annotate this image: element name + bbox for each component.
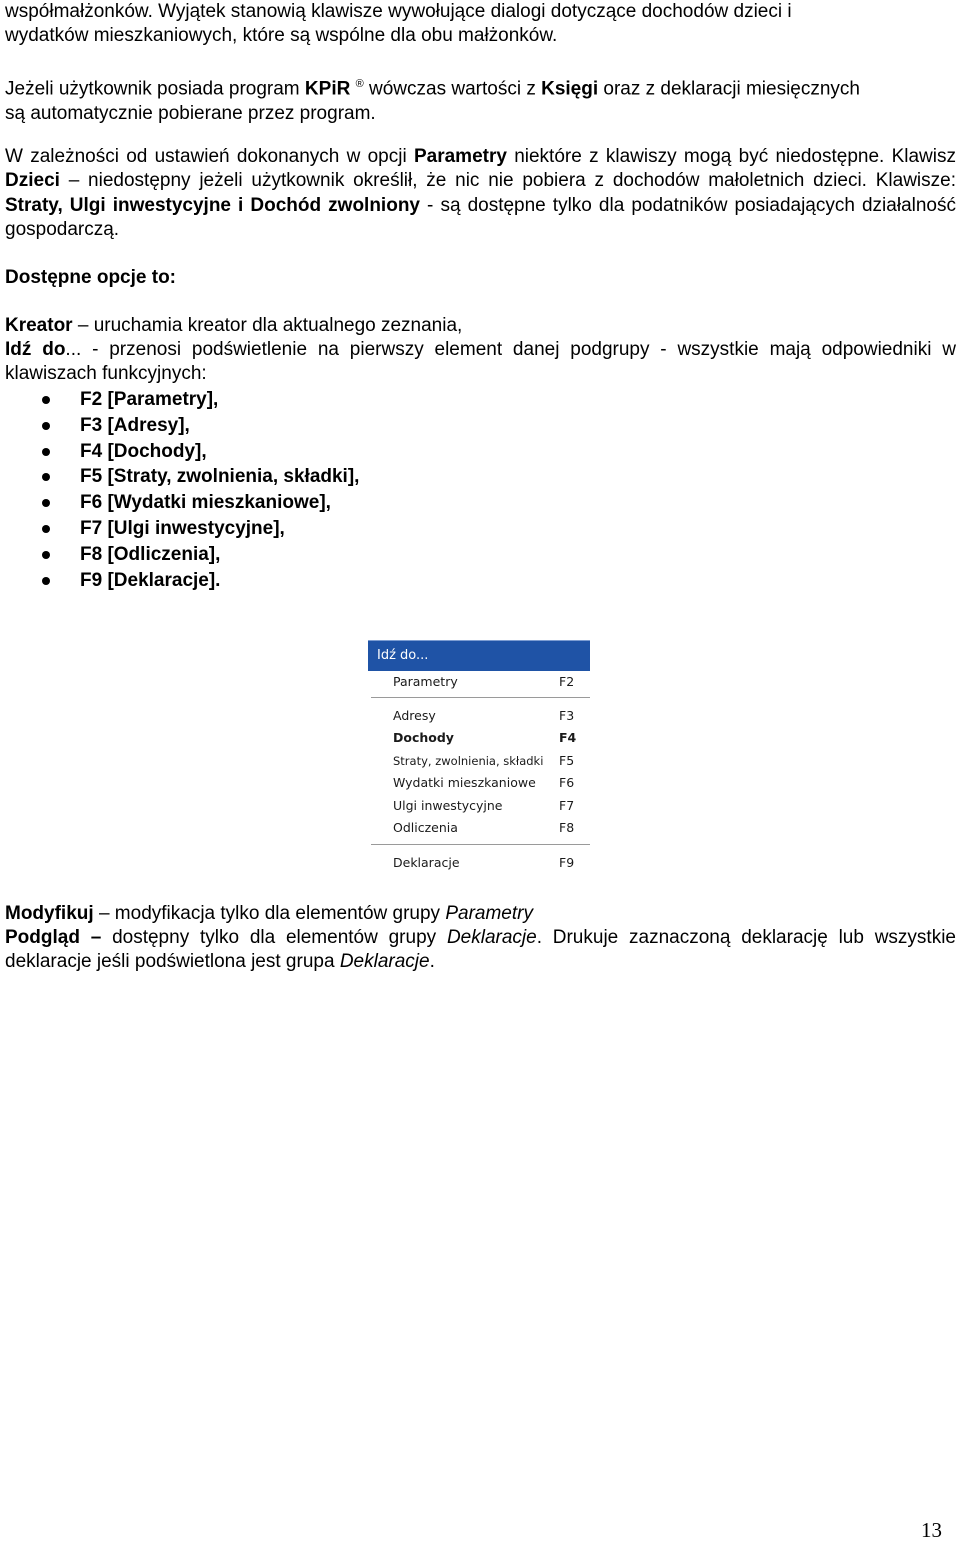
menu-item-dochody[interactable]	[393, 728, 583, 748]
paragraph-spouses	[5, 0, 956, 49]
list-item	[0, 516, 600, 542]
idz-do-menu	[368, 638, 590, 874]
straty-term: Straty, Ulgi inwestycyjne i Dochód zwolniony	[5, 194, 420, 216]
list-item	[0, 568, 600, 594]
menu-item-label: Parametry	[393, 674, 458, 689]
menu-item-straty[interactable]	[393, 751, 583, 771]
kreator-line	[5, 314, 956, 338]
bullet-icon	[42, 396, 50, 404]
list-item	[0, 542, 600, 568]
list-item-text: F3 [Adresy],	[80, 414, 190, 436]
menu-header[interactable]	[368, 640, 590, 671]
menu-item-wydatki[interactable]	[393, 773, 583, 793]
menu-header-label: Idź do...	[377, 648, 429, 663]
bullet-icon	[42, 525, 50, 533]
list-item-text: F9 [Deklaracje].	[80, 569, 221, 591]
text-run: dostępny tylko dla elementów grupy	[101, 927, 447, 948]
list-item	[0, 387, 600, 413]
text-run: ... - przenosi podświetlenie na pierwszy element danej podgrupy - wszystkie mają odpowiedniki w klawiszach funkcyjnych:	[5, 339, 956, 385]
emphasis: Deklaracje	[446, 927, 537, 948]
menu-item-shortcut: F6	[559, 775, 575, 790]
list-item-text: F8 [Odliczenia],	[80, 543, 221, 565]
podglad-paragraph	[5, 926, 956, 975]
page-number: 13	[921, 1518, 942, 1542]
bullet-icon	[42, 499, 50, 507]
menu-item-shortcut: F2	[559, 674, 575, 689]
menu-item-shortcut: F9	[559, 855, 575, 870]
menu-item-shortcut: F5	[559, 753, 575, 768]
text-run: wówczas wartości z	[363, 78, 542, 100]
list-item	[0, 464, 600, 490]
ksiegi-term: Księgi	[541, 78, 599, 100]
text-run: Jeżeli użytkownik posiada program	[5, 78, 305, 100]
text-run: W zależności od ustawień dokonanych w opcji	[5, 146, 414, 167]
text-run: Klawisz	[891, 146, 956, 167]
text-run: oraz z deklaracji miesięcznych	[598, 78, 860, 100]
menu-item-label: Ulgi inwestycyjne	[393, 798, 503, 813]
options-heading	[5, 266, 956, 290]
menu-item-label: Deklaracje	[393, 855, 460, 870]
menu-item-label: Odliczenia	[393, 820, 458, 835]
menu-item-deklaracje[interactable]	[393, 853, 583, 873]
menu-item-parametry[interactable]	[393, 672, 583, 692]
menu-item-label: Wydatki mieszkaniowe	[393, 775, 536, 790]
menu-item-shortcut: F8	[559, 820, 575, 835]
heading-text: Dostępne opcje to:	[5, 267, 177, 288]
menu-item-adresy[interactable]	[393, 706, 583, 726]
modyfikuj-term: Modyfikuj	[5, 903, 94, 924]
menu-item-shortcut: F3	[559, 708, 575, 723]
list-item-text: F6 [Wydatki mieszkaniowe],	[80, 492, 331, 514]
paragraph-line: wydatków mieszkaniowych, które są wspólne dla obu małżonków.	[5, 25, 558, 47]
text-run: – niedostępny jeżeli użytkownik określił, że nic nie pobiera z dochodów małoletnich dzieci. Klawisze:	[59, 170, 956, 192]
paragraph-kpir	[5, 72, 956, 126]
list-item-text: F7 [Ulgi inwestycyjne],	[80, 517, 285, 539]
list-item	[0, 490, 600, 516]
menu-item-label: Straty, zwolnienia, składki	[393, 754, 544, 768]
list-item-text: F2 [Parametry],	[80, 389, 219, 410]
paragraph-line: współmałżonków. Wyjątek stanowią klawisze wywołujące dialogi dotyczące dochodów dzieci i	[5, 1, 792, 22]
menu-separator	[371, 844, 590, 845]
emphasis: Parametry	[445, 903, 533, 924]
list-item	[0, 413, 600, 439]
bullet-icon	[42, 551, 50, 559]
paragraph-availability	[5, 145, 956, 243]
text-run: . Drukuje zaznaczoną deklarację lub wszystkie deklaracje jeśli podświetlona jest grupa	[5, 927, 957, 973]
idz-do-paragraph	[5, 338, 956, 387]
menu-item-odliczenia[interactable]	[393, 818, 583, 838]
dzieci-term: Dzieci	[5, 170, 60, 192]
bullet-icon	[42, 448, 50, 456]
text-run: niektóre z klawiszy mogą być niedostępne.	[506, 146, 885, 167]
podglad-term: Podgląd –	[5, 927, 102, 948]
text-run: – uruchamia kreator dla aktualnego zeznania,	[72, 315, 463, 336]
menu-item-label: Adresy	[393, 708, 436, 723]
text-run: - są dostępne tylko dla podatników posiadających działalność gospodarczą.	[5, 194, 956, 241]
menu-item-shortcut: F7	[559, 798, 575, 813]
kreator-term: Kreator	[5, 315, 73, 336]
kpir-term: KPiR	[304, 78, 351, 100]
bullet-icon	[42, 577, 50, 585]
text-run: – modyfikacja tylko dla elementów grupy	[93, 903, 446, 924]
menu-item-shortcut: F4	[559, 730, 577, 745]
list-item	[0, 439, 600, 465]
text-run: .	[429, 951, 435, 973]
idz-do-term: Idź do	[5, 339, 66, 360]
emphasis: Deklaracje	[339, 951, 430, 973]
text-run: są automatycznie pobierane przez program.	[5, 102, 376, 124]
menu-separator	[371, 697, 590, 698]
parametry-term: Parametry	[413, 146, 507, 167]
menu-item-ulgi[interactable]	[393, 796, 583, 816]
modyfikuj-line	[5, 902, 956, 926]
bullet-icon	[42, 473, 50, 481]
registered-mark: ®	[355, 78, 364, 90]
bullet-icon	[42, 422, 50, 430]
list-item-text: F5 [Straty, zwolnienia, składki],	[80, 466, 360, 488]
list-item-text: F4 [Dochody],	[80, 440, 207, 462]
menu-item-label: Dochody	[393, 730, 454, 745]
function-key-list	[0, 387, 600, 593]
